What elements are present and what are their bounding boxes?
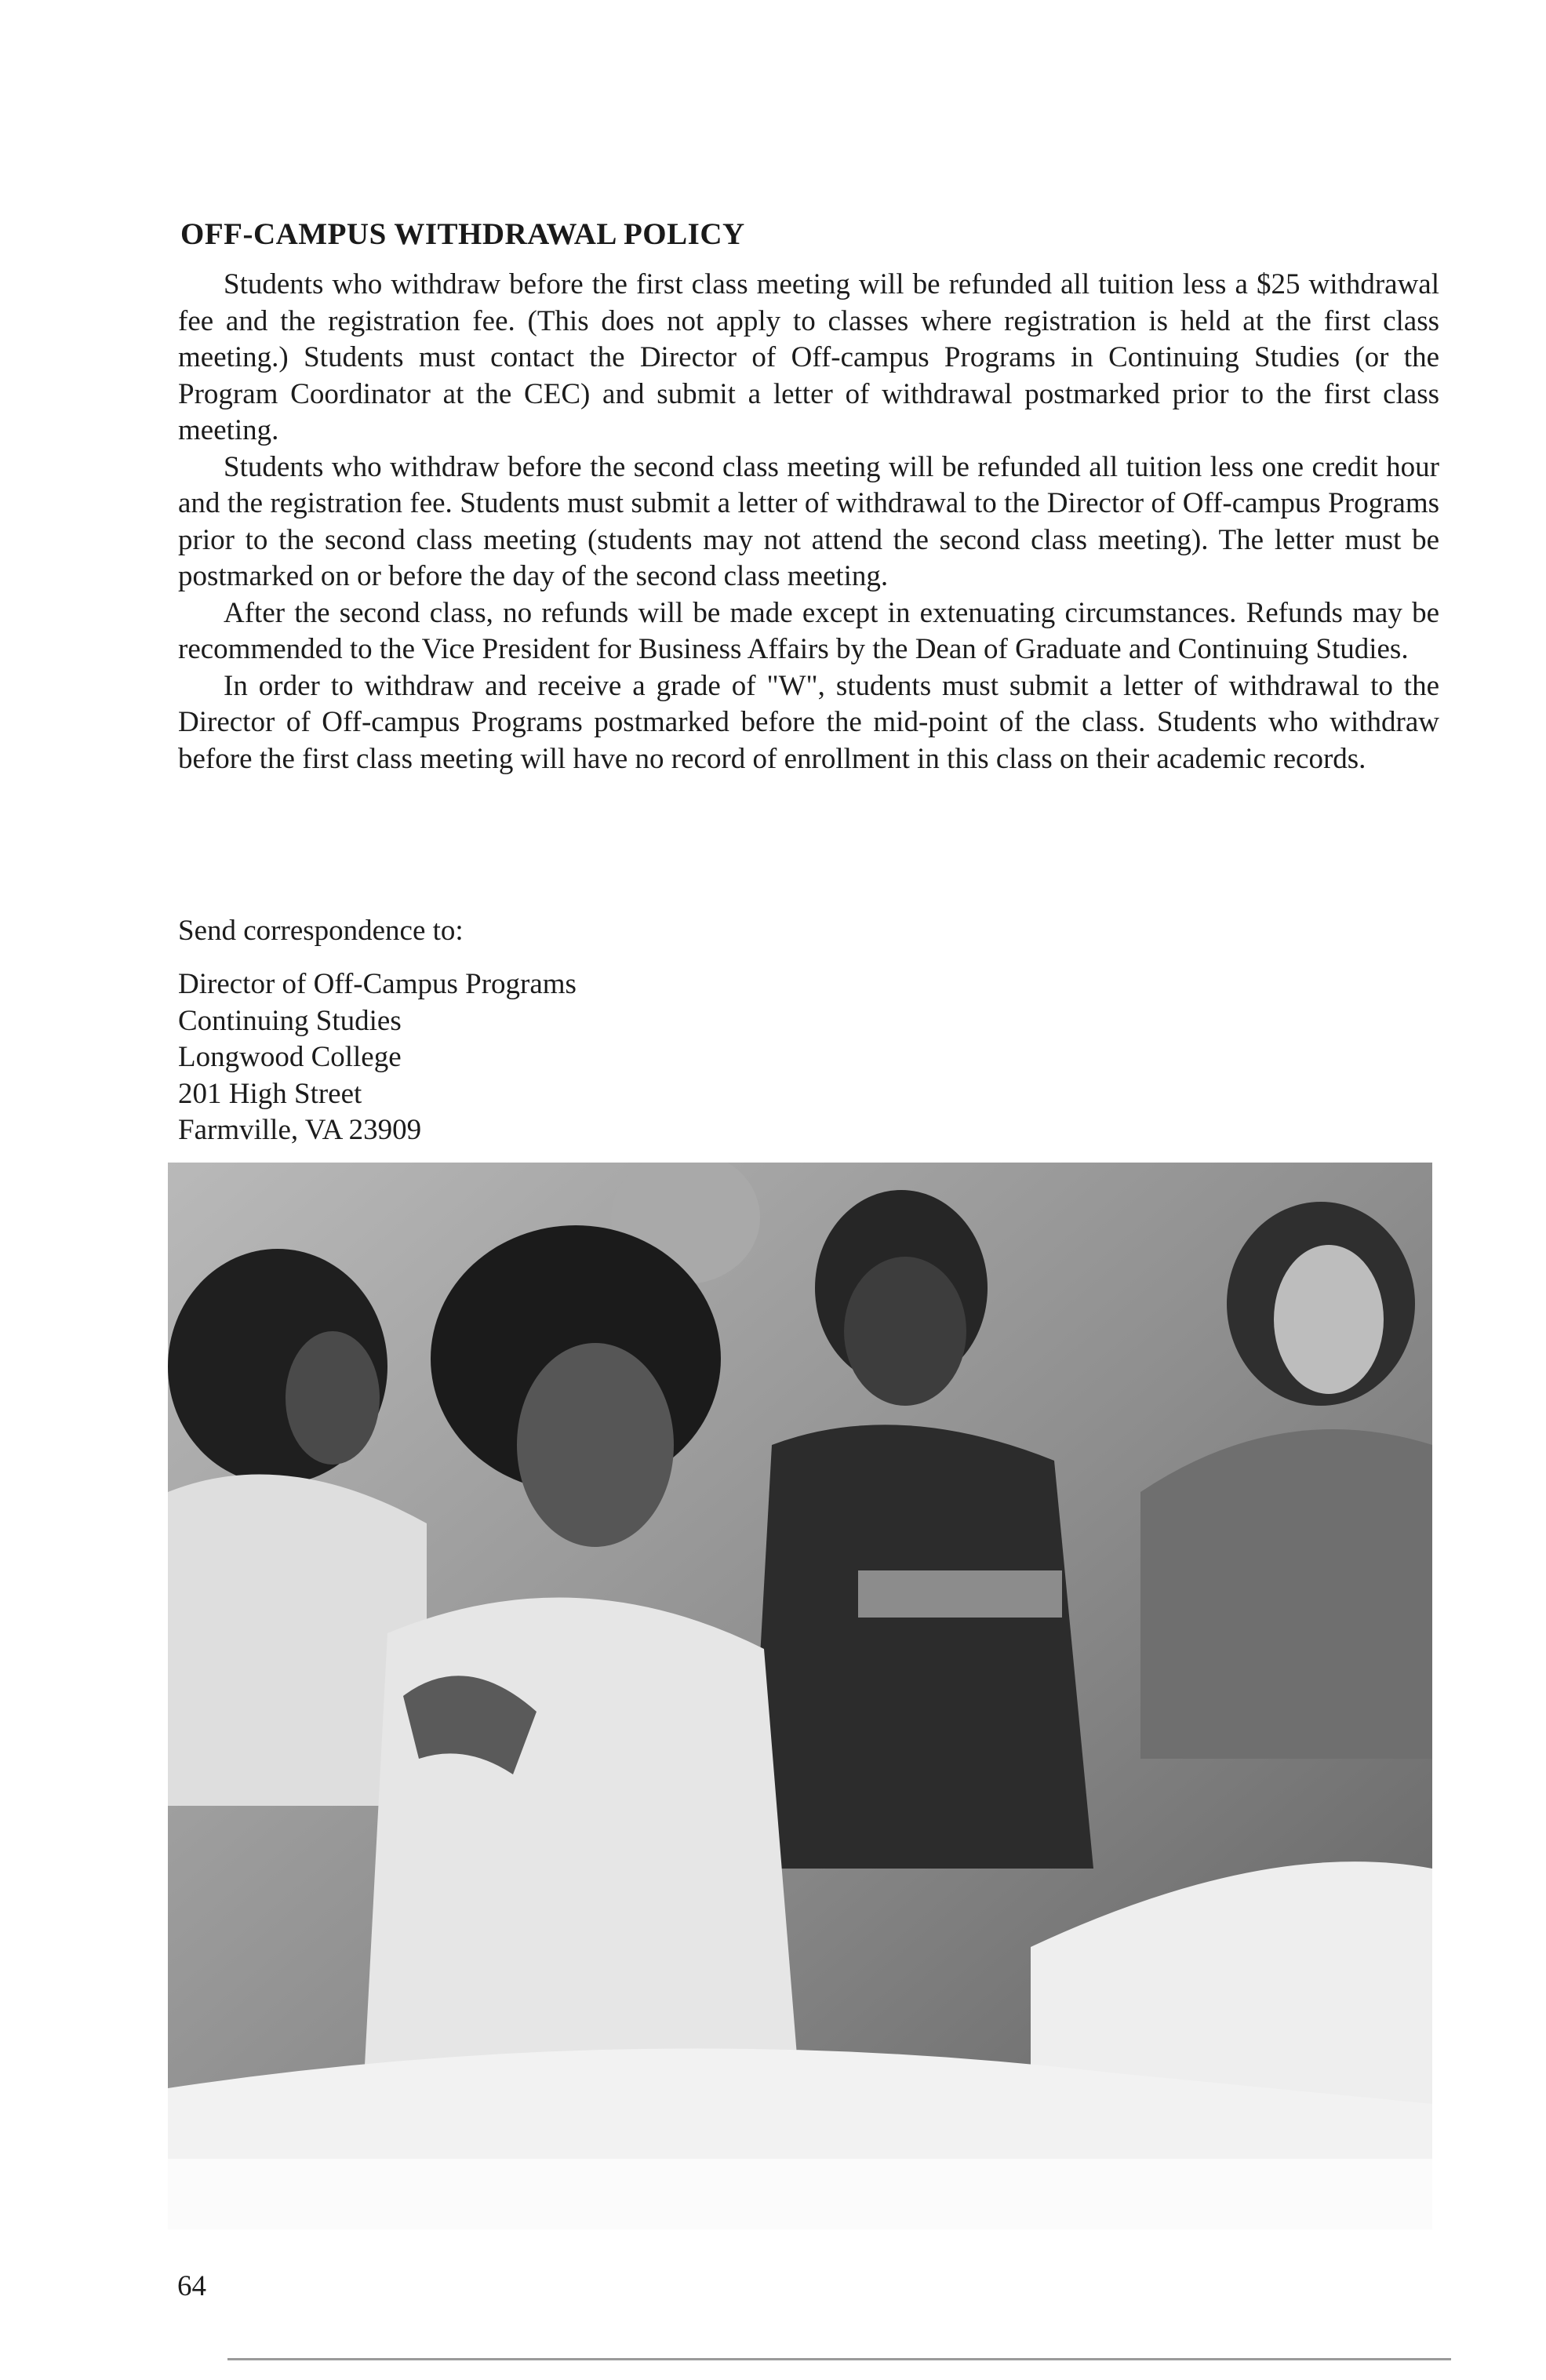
policy-paragraph-1: Students who withdraw before the first class meeting will be refunded all tuition less a $25 withdrawal fee and the registration fee. (This does not apply to classes where registration is held at the first class meeting.) Students must contact the Director of Off-campus Programs in Continuing Studies (or the Program Coordinator at the CEC) and submit a letter of withdrawal postmarked prior to the first class meeting. <box>178 268 1439 446</box>
address-line-institution: Longwood College <box>178 1041 402 1073</box>
footer-rule <box>227 2358 1451 2360</box>
policy-title: OFF-CAMPUS WITHDRAWAL POLICY <box>180 217 745 251</box>
classroom-photo-illustration <box>168 1163 1432 2229</box>
page-number: 64 <box>177 2270 206 2302</box>
address-line-street: 201 High Street <box>178 1077 362 1110</box>
address-line-city: Farmville, VA 23909 <box>178 1114 422 1146</box>
policy-paragraph-3: After the second class, no refunds will be made except in extenuating circumstances. Refunds may be recommended to the Vice President for Business Affairs by the Dean of Graduate and Continuing Studies. <box>178 596 1439 665</box>
policy-paragraph-2: Students who withdraw before the second class meeting will be refunded all tuition less one credit hour and the registration fee. Students must submit a letter of withdrawal to the Director of Off-campus Programs prior to the second class meeting (students may not attend the second class meeting). The letter must be postmarked on or before the day of the second class meeting. <box>178 450 1439 592</box>
mailing-address <box>178 966 577 1149</box>
classroom-photo <box>168 1163 1432 2229</box>
policy-paragraph-4: In order to withdraw and receive a grade of "W", students must submit a letter of withdrawal to the Director of Off-campus Programs postmarked before the mid-point of the class. Students who withdraw before the first class meeting will have no record of enrollment in this class on their academic records. <box>178 669 1439 775</box>
policy-body <box>178 267 1439 777</box>
address-line-recipient: Director of Off-Campus Programs <box>178 968 577 1000</box>
address-line-department: Continuing Studies <box>178 1004 402 1037</box>
correspondence-intro: Send correspondence to: <box>178 915 464 947</box>
